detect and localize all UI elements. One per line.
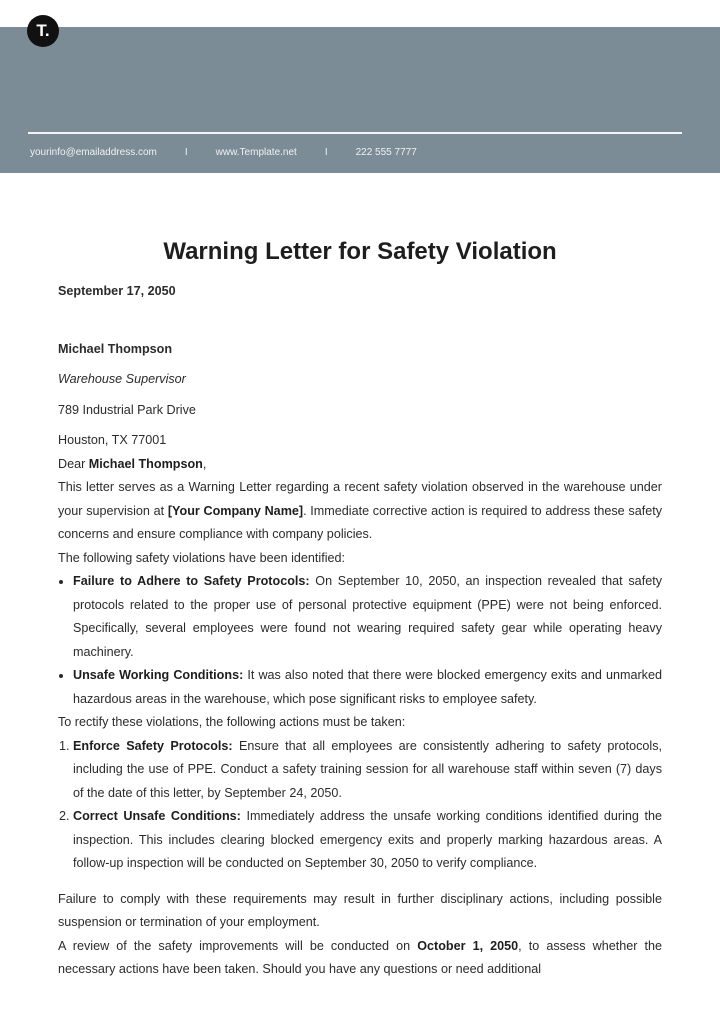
salutation-name: Michael Thompson [88, 456, 203, 471]
review-paragraph: A review of the safety improvements will be conducted on October 1, 2050, to assess whether the necessary actions have been taken. Should you have any questions or need additional [58, 938, 662, 976]
actions-intro: To rectify these violations, the following actions must be taken: [58, 715, 406, 729]
template-logo: T. [27, 15, 59, 47]
list-item: • Failure to Adhere to Safety Protocols: On September 10, 2050, an inspection revealed that safety protocols related to the proper use of personal protective equipment (PPE) were not being enforced. Specifically, several employees were found not wearing required safety gear while operating heavy machinery. [73, 570, 662, 664]
consequence-paragraph: Failure to comply with these requirements may result in further disciplinary actions, including possible suspension or termination of your employment. [58, 891, 662, 929]
recipient-name: Michael Thompson [58, 341, 173, 356]
header-divider [28, 132, 682, 134]
phone-text: 222 555 7777 [355, 147, 417, 158]
violations-list [58, 570, 662, 711]
letterhead-banner [0, 27, 720, 173]
recipient-position: Warehouse Supervisor [58, 372, 186, 386]
actions-list [58, 735, 662, 876]
separator: I [324, 147, 328, 158]
recipient-city: Houston, TX 77001 [58, 433, 167, 447]
salutation: Dear Michael Thompson, [58, 456, 207, 471]
review-date: October 1, 2050 [417, 938, 519, 953]
violations-intro: The following safety violations have been identified: [58, 550, 346, 565]
recipient-street: 789 Industrial Park Drive [58, 402, 196, 417]
company-placeholder: [Your Company Name] [167, 503, 304, 518]
list-item: 2. Correct Unsafe Conditions: Immediately address the unsafe working conditions identified during the inspection. This includes clearing blocked emergency exits and properly marking hazardous areas. A follow-up inspection will be conducted on September 30, 2050 to verify compliance. [73, 805, 662, 876]
letter-title: Warning Letter for Safety Violation [163, 238, 557, 265]
list-item: 1. Enforce Safety Protocols: Ensure that all employees are consistently adhering to safety protocols, including the use of PPE. Conduct a safety training session for all warehouse staff within seven (7) days of the date of this letter, by September 24, 2050. [73, 735, 662, 806]
list-item: • Unsafe Working Conditions: It was also noted that there were blocked emergency exits and unmarked hazardous areas in the warehouse, which pose significant risks to employee safety. [73, 664, 662, 711]
letter-body [58, 236, 662, 982]
website-text: www.Template.net [215, 147, 297, 158]
contact-bar [30, 147, 417, 158]
intro-paragraph: This letter serves as a Warning Letter regarding a recent safety violation observed in the warehouse under your supervision at [Your Company Name]. Immediate corrective action is required to address these safety concerns and ensure compliance with company policies. [58, 480, 662, 541]
email-text: yourinfo@emailaddress.com [30, 147, 157, 158]
letter-date: September 17, 2050 [58, 284, 176, 298]
separator: I [184, 147, 188, 158]
